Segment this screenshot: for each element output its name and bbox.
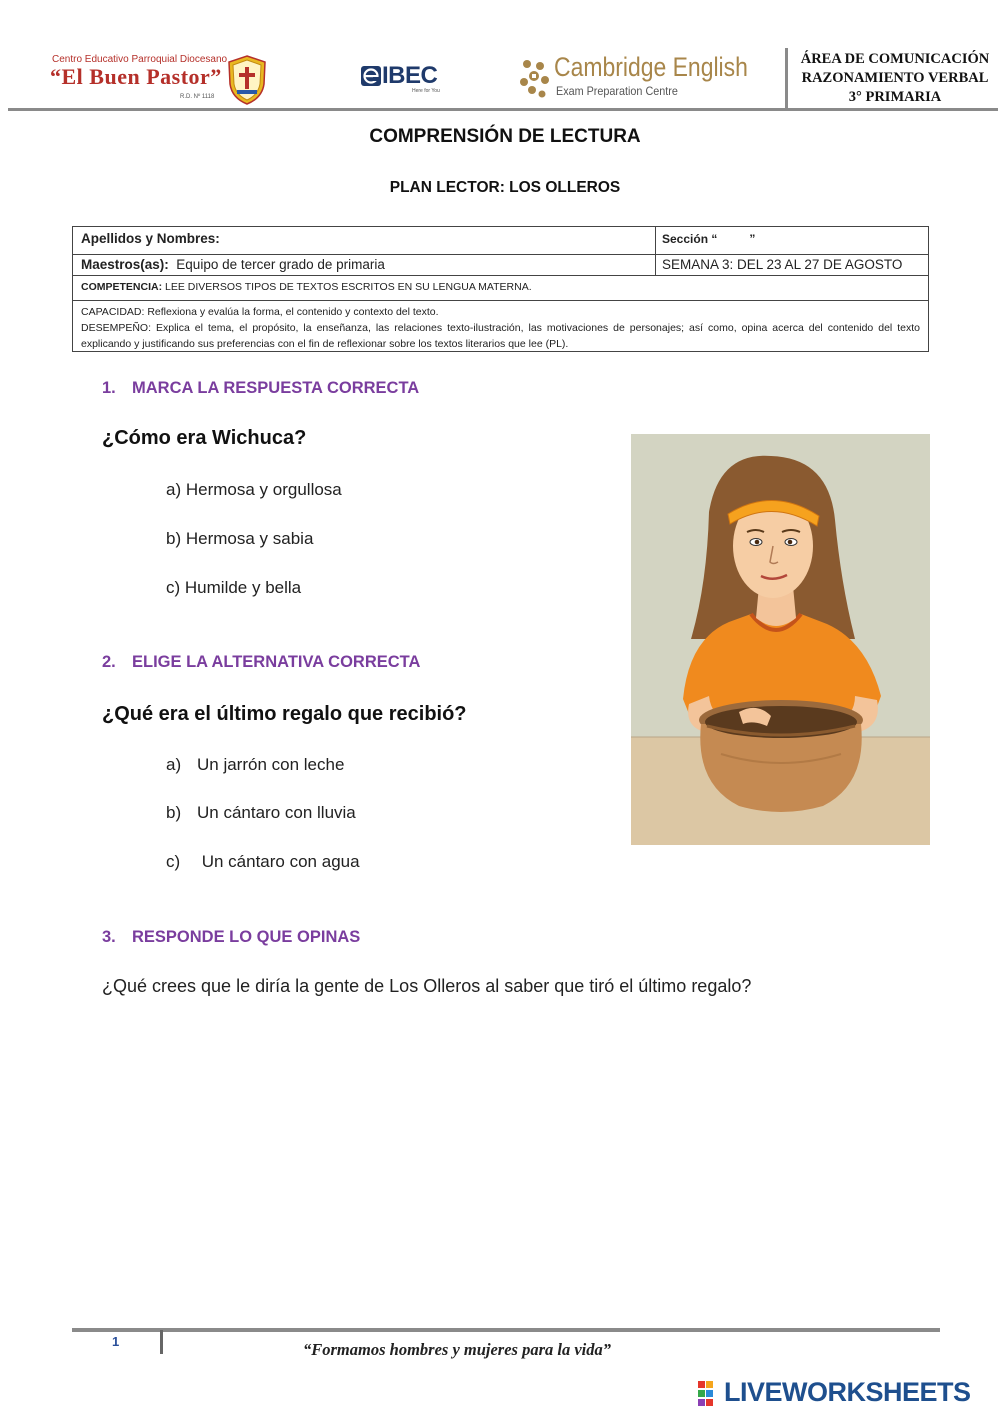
question-2-instruction-text: ELIGE LA ALTERNATIVA CORRECTA <box>132 653 421 671</box>
question-3-number: 3. <box>102 928 116 946</box>
week-value: SEMANA 3: DEL 23 AL 27 DE AGOSTO <box>662 257 903 272</box>
footer-motto: “Formamos hombres y mujeres para la vida” <box>303 1340 612 1359</box>
names-label: Apellidos y Nombres: <box>81 231 220 246</box>
q1-option-a[interactable] <box>166 480 342 500</box>
names-cell[interactable] <box>73 227 656 254</box>
q2-option-c[interactable] <box>166 852 360 872</box>
q2-option-b-text: Un cántaro con lluvia <box>197 803 356 822</box>
cambridge-subtitle: Exam Preparation Centre <box>556 84 678 98</box>
footer-rule <box>72 1328 940 1332</box>
header-rule <box>8 108 998 111</box>
school-logo-line1: Centro Educativo Parroquial Diocesano <box>52 54 228 65</box>
q2-option-a-letter: a) <box>166 755 182 774</box>
student-info-table <box>72 226 929 352</box>
ibec-logo <box>358 62 450 98</box>
info-row-competencia <box>73 276 928 301</box>
q1-option-a-text: Hermosa y orgullosa <box>185 480 342 499</box>
header-divider <box>785 48 788 110</box>
cambridge-logo <box>518 52 748 104</box>
cambridge-shield-icon <box>518 56 552 100</box>
q1-option-c-letter: c) <box>166 578 181 597</box>
question-3-instruction <box>102 928 360 947</box>
section-label: Sección “ <box>662 232 718 246</box>
liveworksheets-text: LIVEWORKSHEETS <box>724 1377 971 1407</box>
q1-option-c-text: Humilde y bella <box>184 578 302 597</box>
q1-option-b-text: Hermosa y sabia <box>185 529 314 548</box>
q2-option-a[interactable] <box>166 755 344 775</box>
page-title: COMPRENSIÓN DE LECTURA <box>369 126 641 147</box>
competencia-label: COMPETENCIA: <box>81 281 163 293</box>
liveworksheets-logo[interactable] <box>698 1377 994 1411</box>
question-1-instruction <box>102 379 419 398</box>
capacidad-text: CAPACIDAD: Reflexiona y evalúa la forma, el contenido y contexto del texto. <box>81 306 439 318</box>
question-1-instruction-text: MARCA LA RESPUESTA CORRECTA <box>132 379 420 397</box>
question-2-text: ¿Qué era el último regalo que recibió? <box>102 703 467 725</box>
q2-option-c-text: Un cántaro con agua <box>197 852 360 871</box>
q1-option-c[interactable] <box>166 578 301 598</box>
q2-option-a-text: Un jarrón con leche <box>197 755 345 774</box>
q1-option-b[interactable] <box>166 529 313 549</box>
info-row-capacidad <box>73 301 928 351</box>
info-row-names <box>73 227 928 255</box>
q2-option-c-letter: c) <box>166 852 181 871</box>
info-row-teachers <box>73 255 928 276</box>
ibec-name: IBEC <box>382 62 438 89</box>
teachers-value: Equipo de tercer grado de primaria <box>176 257 385 272</box>
school-logo <box>48 52 268 106</box>
page-number: 1 <box>112 1334 120 1349</box>
question-2-number: 2. <box>102 653 116 671</box>
area-line2: RAZONAMIENTO VERBAL <box>801 70 989 86</box>
week-cell <box>656 255 928 275</box>
area-line3: 3° PRIMARIA <box>848 89 942 105</box>
area-block <box>790 50 1000 107</box>
cambridge-name: Cambridge English <box>554 52 748 82</box>
liveworksheets-icon <box>698 1381 722 1407</box>
ibec-tagline: Here for You <box>412 88 440 94</box>
school-seal-icon <box>226 54 268 106</box>
section-close-quote: ” <box>749 232 756 246</box>
desempeno-text: DESEMPEÑO: Explica el tema, el propósito, la enseñanza, las relaciones texto-ilustración, las motivaciones de personajes; así como, opina acerca del contenido del texto explicando y justificando sus preferencias con el fin de reflexionar sobre los textos literarios que lee (PL). <box>81 322 920 350</box>
school-logo-name: “El Buen Pastor” <box>50 64 222 89</box>
woman-with-pot-illustration <box>631 434 930 845</box>
school-logo-rd: R.D. Nº 1118 <box>180 94 215 100</box>
competencia-value: LEE DIVERSOS TIPOS DE TEXTOS ESCRITOS EN SU LENGUA MATERNA. <box>165 281 532 293</box>
footer-divider <box>160 1330 163 1354</box>
question-3-instruction-text: RESPONDE LO QUE OPINAS <box>132 928 361 946</box>
area-line1: ÁREA DE COMUNICACIÓN <box>800 51 990 67</box>
q2-option-b-letter: b) <box>166 803 182 822</box>
page-subtitle: PLAN LECTOR: LOS OLLEROS <box>389 179 621 196</box>
teachers-cell <box>73 255 656 275</box>
ibec-e-icon <box>360 65 382 87</box>
q2-option-b[interactable] <box>166 803 356 823</box>
teachers-label: Maestros(as): <box>81 257 169 272</box>
q1-option-a-letter: a) <box>166 480 182 499</box>
question-3-text: ¿Qué crees que le diría la gente de Los Olleros al saber que tiró el último regalo? <box>102 976 752 996</box>
section-cell[interactable] <box>656 227 928 254</box>
question-1-text: ¿Cómo era Wichuca? <box>102 427 307 449</box>
question-2-instruction <box>102 653 420 672</box>
question-1-number: 1. <box>102 379 116 397</box>
q1-option-b-letter: b) <box>166 529 182 548</box>
